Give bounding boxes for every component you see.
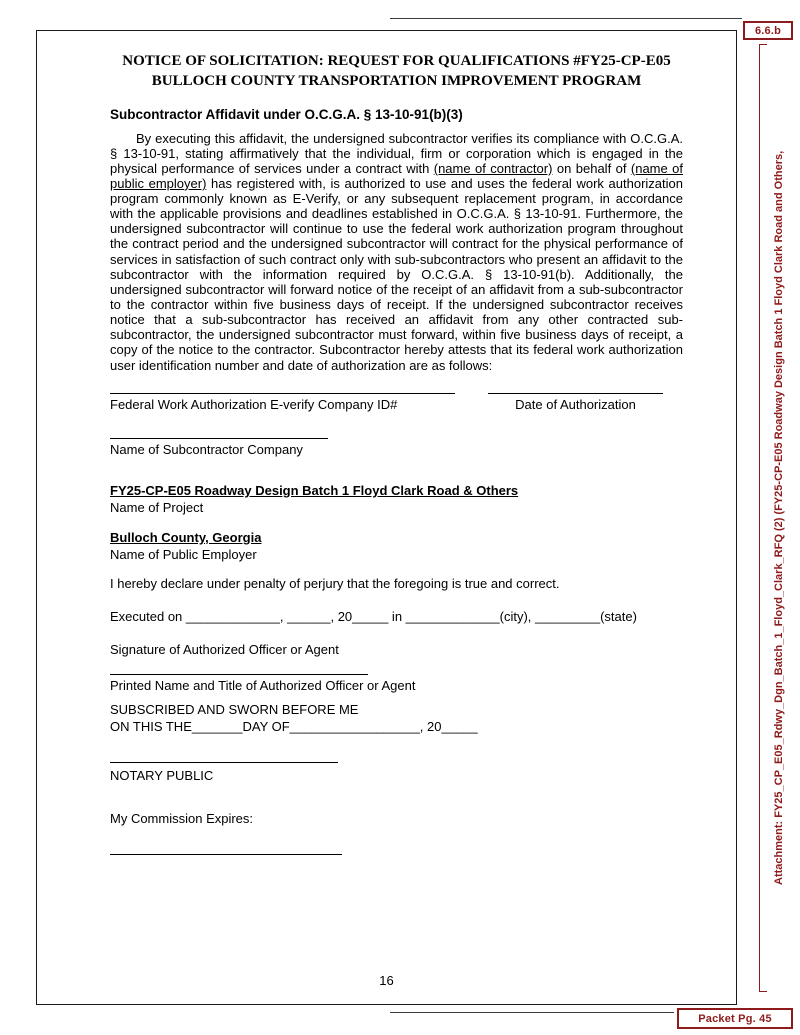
paragraph-segment-3: has registered with, is authorized to use and uses the federal work authorization program commonly known as E-Verify, or any subsequent replacement program, in accordance with the applicable provisions and deadlines established in O.C.G.A. § 13-10-91. Furthermore, the undersigned subcontractor will continue to use the federal work authorization program throughout the contract period and the undersigned subcontractor will contract for the physical performance of services in satisfaction of such contract only with sub-subcontractors who present an affidavit to the subcontractor with the information required by O.C.G.A. § 13-10-91(b). Additionally, the undersigned subcontractor will forward notice of the receipt of an affidavit from a sub-subcontractor to the contractor within five business days of receipt. If the undersigned subcontractor receives notice that a sub-subcontractor has received an affidavit from any other contracted sub-subcontractor, the undersigned subcontractor must forward, within five business days of receipt, a copy of the notice to the contractor. Subcontractor hereby attests that its federal work authorization user identification number and date of authorization are as follows: xyxy=(110,175,683,373)
subcontractor-company-block xyxy=(110,438,683,457)
date-of-authorization-block xyxy=(488,393,663,412)
sworn-line-2: ON THIS THE_______DAY OF__________________, 20_____ xyxy=(110,718,478,734)
paragraph-segment-2: on behalf of xyxy=(552,160,631,176)
notary-block xyxy=(110,762,683,783)
everify-id-signature-line xyxy=(110,393,455,394)
commission-expires-line xyxy=(110,854,342,855)
date-of-authorization-label: Date of Authorization xyxy=(515,396,636,412)
date-of-authorization-line xyxy=(488,393,663,394)
public-employer-block xyxy=(110,530,683,562)
printed-name-block xyxy=(110,674,683,693)
public-employer-label: Name of Public Employer xyxy=(110,546,257,562)
subcontractor-company-label: Name of Subcontractor Company xyxy=(110,441,303,457)
name-of-contractor-placeholder: (name of contractor) xyxy=(433,160,553,176)
document-page xyxy=(36,30,737,1005)
everify-id-block xyxy=(110,393,455,412)
perjury-declaration: I hereby declare under penalty of perjury that the foregoing is true and correct. xyxy=(110,575,560,591)
top-divider-rule xyxy=(390,18,742,19)
executed-on-line: Executed on _____________, ______, 20_____ in _____________(city), _________(state) xyxy=(110,608,637,624)
paragraph-segment-1: By executing this affidavit, the undersigned subcontractor verifies its compliance with O.C.G.A. § 13-10-91, stating affirmatively that the individual, firm or corporation which is engaged in the physical performance of services under a contract with xyxy=(110,130,683,176)
printed-name-label: Printed Name and Title of Authorized Officer or Agent xyxy=(110,677,416,693)
printed-name-line xyxy=(110,674,368,675)
commission-expires-label: My Commission Expires: xyxy=(110,810,254,826)
bottom-divider-rule xyxy=(390,1012,674,1013)
sworn-line-1: SUBSCRIBED AND SWORN BEFORE ME xyxy=(110,701,359,717)
project-name-label: Name of Project xyxy=(110,499,204,515)
affidavit-subheading: Subcontractor Affidavit under O.C.G.A. § 13-10-91(b)(3) xyxy=(110,106,463,122)
title-line-2: BULLOCH COUNTY TRANSPORTATION IMPROVEMENT PROGRAM xyxy=(151,73,642,90)
attachment-sidebar-text: Attachment: FY25_CP_E05_Rdwy_Dgn_Batch_1_Floyd_Clark_RFQ (2) (FY25-CP-E05 Roadway Design Batch 1 Floyd Clark Road and Others, xyxy=(773,150,785,885)
agenda-item-badge: 6.6.b xyxy=(743,21,793,40)
everify-signature-row xyxy=(110,393,683,412)
notary-signature-line xyxy=(110,762,338,763)
everify-id-label: Federal Work Authorization E-verify Company ID# xyxy=(110,396,398,412)
subcontractor-company-line xyxy=(110,438,328,439)
document-title xyxy=(110,51,683,92)
sworn-statement xyxy=(110,702,683,736)
page-number: 16 xyxy=(379,973,394,988)
public-employer-value: Bulloch County, Georgia xyxy=(110,529,262,545)
project-name-block xyxy=(110,483,683,515)
affidavit-paragraph xyxy=(110,131,683,373)
name-of-public-employer-placeholder: (name of public employer) xyxy=(110,160,684,191)
signature-officer-label: Signature of Authorized Officer or Agent xyxy=(110,641,339,657)
packet-page-badge: Packet Pg. 45 xyxy=(677,1008,793,1029)
notary-public-label: NOTARY PUBLIC xyxy=(110,767,214,783)
title-line-1: NOTICE OF SOLICITATION: REQUEST FOR QUALIFICATIONS #FY25-CP-E05 xyxy=(122,53,671,69)
project-name-value: FY25-CP-E05 Roadway Design Batch 1 Floyd Clark Road & Others xyxy=(110,482,519,498)
